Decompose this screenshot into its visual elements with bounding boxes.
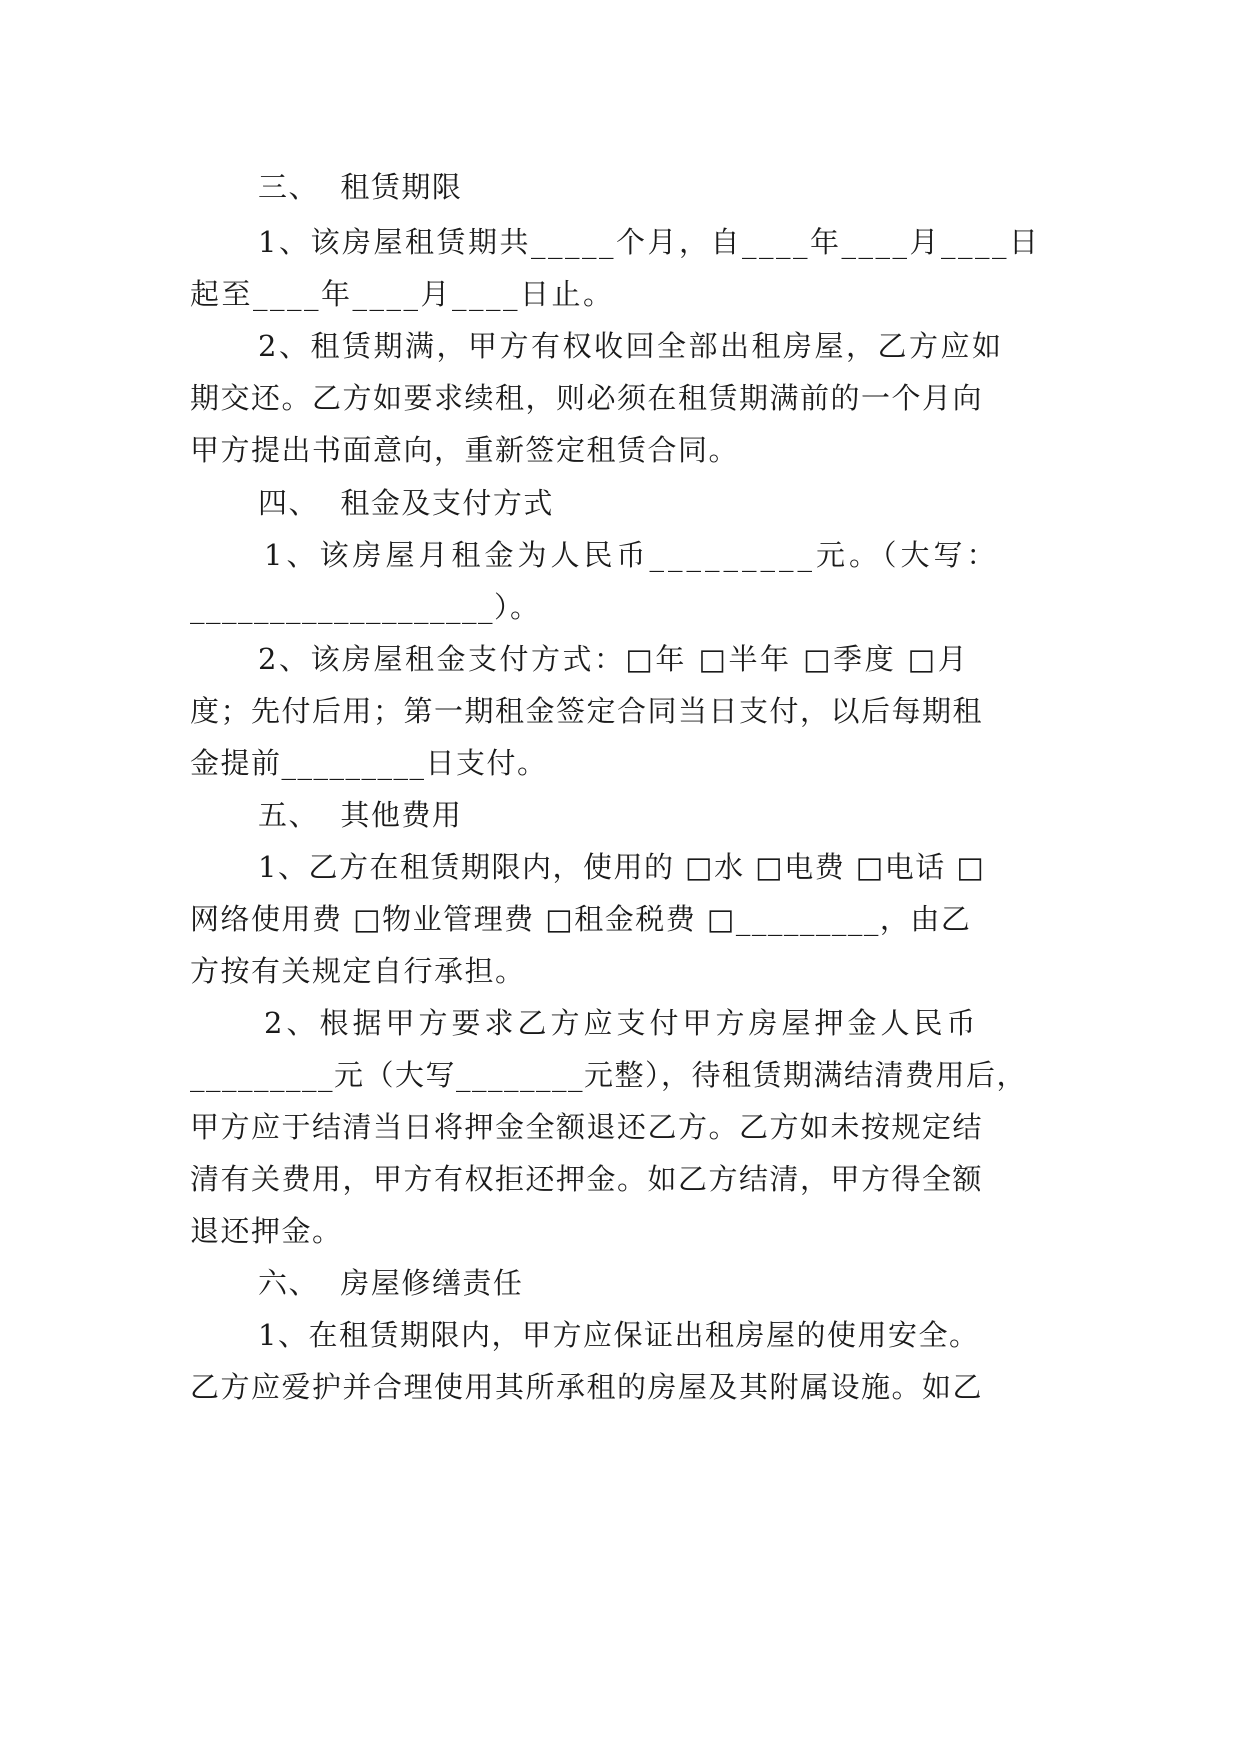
paragraph-line: 度；先付后用；第一期租金签定合同当日支付，以后每期租 [190,694,984,728]
paragraph-line: 方按有关规定自行承担。 [190,954,526,988]
paragraph-line: 2、该房屋租金支付方式：□年 □半年 □季度 □月 [258,642,970,676]
section-heading-other-fees: 五、 其他费用 [258,798,463,832]
paragraph-line: 1、在租赁期限内，甲方应保证出租房屋的使用安全。 [258,1318,980,1352]
paragraph-line: ___________________）。 [190,590,541,624]
paragraph-line: 起至____年____月____日止。 [190,277,615,311]
paragraph-line: 甲方提出书面意向，重新签定租赁合同。 [190,433,740,467]
section-heading-rent-payment: 四、 租金及支付方式 [258,486,554,520]
paragraph-line: 甲方应于结清当日将押金全额退还乙方。乙方如未按规定结 [190,1110,984,1144]
paragraph-line: 乙方应爱护并合理使用其所承租的房屋及其附属设施。如乙 [190,1370,984,1404]
paragraph-line: 1、该房屋租赁期共_____个月，自____年____月____日 [258,225,1041,259]
section-heading-repair-responsibility: 六、 房屋修缮责任 [258,1266,524,1300]
section-heading-lease-term: 三、 租赁期限 [258,170,463,204]
paragraph-line: 清有关费用，甲方有权拒还押金。如乙方结清，甲方得全额 [190,1162,984,1196]
paragraph-line: 1、乙方在租赁期限内，使用的 □水 □电费 □电话 □ [258,850,986,884]
paragraph-line: 2、根据甲方要求乙方应支付甲方房屋押金人民币 [264,1006,980,1040]
paragraph-line: 退还押金。 [190,1214,343,1248]
paragraph-line: 网络使用费 □物业管理费 □租金税费 □_________，由乙 [190,902,972,936]
paragraph-line: 金提前_________日支付。 [190,746,548,780]
paragraph-line: 2、租赁期满，甲方有权收回全部出租房屋，乙方应如 [258,329,1004,363]
paragraph-line: 1、该房屋月租金为人民币_________元。（大写： [264,538,1000,572]
paragraph-line: _________元（大写________元整），待租赁期满结清费用后， [190,1058,1028,1092]
paragraph-line: 期交还。乙方如要求续租，则必须在租赁期满前的一个月向 [190,381,984,415]
